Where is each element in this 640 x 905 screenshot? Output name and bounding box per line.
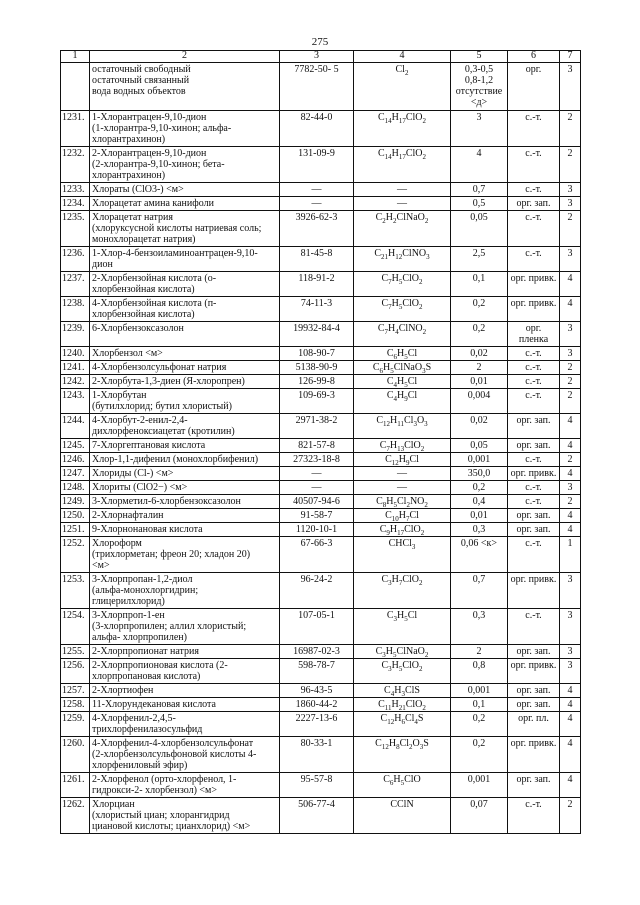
column-header: 7: [560, 51, 581, 63]
row-number: 1241.: [61, 361, 90, 375]
substance-name: Хлорацетат амина канифоли: [90, 197, 280, 211]
cas-number: 16987-02-3: [280, 645, 354, 659]
chemical-formula: $C_3H_5ClNaO_2$: [354, 645, 451, 659]
limit-value: 0,5: [451, 197, 508, 211]
substance-name: 3-Хлорпропан-1,2-диол (альфа-монохлоргидрин; глицерилхлорид): [90, 573, 280, 609]
table-row: [61, 211, 581, 247]
hazard-class: 4: [560, 439, 581, 453]
hazard-class: 4: [560, 712, 581, 737]
row-number: 1254.: [61, 609, 90, 645]
hazard-class: 2: [560, 375, 581, 389]
hazard-class: 3: [560, 659, 581, 684]
row-number: 1257.: [61, 684, 90, 698]
table-row: [61, 645, 581, 659]
limit-value: 0,05: [451, 439, 508, 453]
cas-number: 81-45-8: [280, 247, 354, 272]
chemical-formula: CClN: [354, 798, 451, 834]
row-number: 1256.: [61, 659, 90, 684]
substance-name: 1-Хлор-4-бензоиламиноантрацен-9,10- дион: [90, 247, 280, 272]
substance-name: 1-Хлорбутан (бутилхлорид; бутил хлористый): [90, 389, 280, 414]
chemical-formula: $C_2H_2ClNaO_2$: [354, 211, 451, 247]
hazard-indicator: орг. привк.: [508, 297, 560, 322]
row-number: 1246.: [61, 453, 90, 467]
hazard-class: 3: [560, 197, 581, 211]
table-row: [61, 375, 581, 389]
chemical-formula: $C_8H_5Cl_2NO_2$: [354, 495, 451, 509]
limit-value: 3: [451, 111, 508, 147]
limit-value: 0,001: [451, 773, 508, 798]
chemical-formula: $C_6H_5ClO$: [354, 773, 451, 798]
hazard-indicator: орг. зап.: [508, 414, 560, 439]
hazard-indicator: орг. зап.: [508, 509, 560, 523]
row-number: 1235.: [61, 211, 90, 247]
substance-name: 2-Хлорнафталин: [90, 509, 280, 523]
chemical-formula: $C_6H_5Cl$: [354, 347, 451, 361]
hazard-indicator: орг.: [508, 63, 560, 111]
substance-name: Хлор-1,1-дифенил (монохлорбифенил): [90, 453, 280, 467]
hazard-indicator: с.-т.: [508, 609, 560, 645]
cas-number: 95-57-8: [280, 773, 354, 798]
table-row: [61, 322, 581, 347]
substance-name: 9-Хлорнонановая кислота: [90, 523, 280, 537]
substance-name: 2-Хлорантрацен-9,10-дион (2-хлорантра-9,10-хинон; бета- хлорантрахинон): [90, 147, 280, 183]
row-number: 1243.: [61, 389, 90, 414]
row-number: 1259.: [61, 712, 90, 737]
cas-number: 109-69-3: [280, 389, 354, 414]
hazard-indicator: орг. зап.: [508, 523, 560, 537]
cas-number: 118-91-2: [280, 272, 354, 297]
row-number: 1240.: [61, 347, 90, 361]
substance-name: 2-Хлортиофен: [90, 684, 280, 698]
cas-number: 19932-84-4: [280, 322, 354, 347]
substance-name: 4-Хлорбензойная кислота (п- хлорбензойная кислота): [90, 297, 280, 322]
chemical-formula: $C_3H_7ClO_2$: [354, 573, 451, 609]
row-number: 1261.: [61, 773, 90, 798]
cas-number: 2227-13-6: [280, 712, 354, 737]
chemical-formula: $C_6H_5ClNaO_3S$: [354, 361, 451, 375]
cas-number: 1120-10-1: [280, 523, 354, 537]
row-number: 1255.: [61, 645, 90, 659]
substance-name: 2-Хлорбута-1,3-диен (Я-хлоропрен): [90, 375, 280, 389]
limit-value: 0,05: [451, 211, 508, 247]
hazard-class: 4: [560, 297, 581, 322]
chemical-formula: $C_7H_{13}ClO_2$: [354, 439, 451, 453]
table-row: [61, 453, 581, 467]
cas-number: 2971-38-2: [280, 414, 354, 439]
limit-value: 0,07: [451, 798, 508, 834]
cas-number: —: [280, 481, 354, 495]
hazard-indicator: с.-т.: [508, 537, 560, 573]
chemical-formula: $C_9H_{17}ClO_2$: [354, 523, 451, 537]
cas-number: 67-66-3: [280, 537, 354, 573]
chemical-formula: $C_4H_9Cl$: [354, 389, 451, 414]
table-row: [61, 537, 581, 573]
hazard-indicator: орг. пленка: [508, 322, 560, 347]
hazard-class: 4: [560, 509, 581, 523]
column-header: 5: [451, 51, 508, 63]
table-header-row: [61, 51, 581, 63]
cas-number: 108-90-7: [280, 347, 354, 361]
row-number: 1233.: [61, 183, 90, 197]
limit-value: 0,2: [451, 322, 508, 347]
table-row: [61, 737, 581, 773]
column-header: 6: [508, 51, 560, 63]
substance-name: 2-Хлорбензойная кислота (о- хлорбензойная кислота): [90, 272, 280, 297]
cas-number: 80-33-1: [280, 737, 354, 773]
hazard-indicator: с.-т.: [508, 453, 560, 467]
hazard-indicator: орг. привк.: [508, 272, 560, 297]
hazard-indicator: с.-т.: [508, 111, 560, 147]
row-number: 1231.: [61, 111, 90, 147]
limit-value: 0,001: [451, 684, 508, 698]
substances-table: [60, 50, 581, 834]
hazard-indicator: орг. зап.: [508, 645, 560, 659]
hazard-class: 2: [560, 798, 581, 834]
hazard-indicator: с.-т.: [508, 495, 560, 509]
hazard-class: 4: [560, 467, 581, 481]
hazard-class: 3: [560, 573, 581, 609]
table-row: [61, 684, 581, 698]
hazard-class: 3: [560, 247, 581, 272]
limit-value: 0,3-0,5 0,8-1,2 отсутствие <д>: [451, 63, 508, 111]
chemical-formula: CHCl$_3$: [354, 537, 451, 573]
table-row: [61, 414, 581, 439]
cas-number: 96-24-2: [280, 573, 354, 609]
row-number: 1236.: [61, 247, 90, 272]
hazard-class: 4: [560, 272, 581, 297]
hazard-indicator: с.-т.: [508, 481, 560, 495]
substance-name: 4-Хлорфенил-4-хлорбензолсульфонат (2-хлорбензолсульфоновой кислоты 4- хлорфениловый эфир): [90, 737, 280, 773]
hazard-indicator: с.-т.: [508, 389, 560, 414]
cas-number: 5138-90-9: [280, 361, 354, 375]
cas-number: 1860-44-2: [280, 698, 354, 712]
substance-name: 6-Хлорбензоксазолон: [90, 322, 280, 347]
substance-name: 2-Хлорпропионовая кислота (2- хлорпропановая кислота): [90, 659, 280, 684]
limit-value: 0,06 <к>: [451, 537, 508, 573]
chemical-formula: —: [354, 183, 451, 197]
cas-number: —: [280, 467, 354, 481]
limit-value: 2,5: [451, 247, 508, 272]
cas-number: 74-11-3: [280, 297, 354, 322]
limit-value: 2: [451, 645, 508, 659]
substance-name: Хлорбензол <м>: [90, 347, 280, 361]
hazard-class: 2: [560, 147, 581, 183]
table-row: [61, 798, 581, 834]
table-row: [61, 481, 581, 495]
table-row: [61, 773, 581, 798]
row-number: 1252.: [61, 537, 90, 573]
substance-name: 4-Хлорбензолсульфонат натрия: [90, 361, 280, 375]
hazard-class: 2: [560, 211, 581, 247]
limit-value: 0,1: [451, 698, 508, 712]
limit-value: 0,3: [451, 609, 508, 645]
chemical-formula: $Cl_2$: [354, 63, 451, 111]
substance-name: 11-Хлорундекановая кислота: [90, 698, 280, 712]
hazard-indicator: орг. привк.: [508, 737, 560, 773]
limit-value: 0,1: [451, 272, 508, 297]
limit-value: 0,3: [451, 523, 508, 537]
chemical-formula: $C_7H_5ClO_2$: [354, 297, 451, 322]
hazard-class: 3: [560, 645, 581, 659]
hazard-indicator: орг. зап.: [508, 197, 560, 211]
hazard-class: 3: [560, 183, 581, 197]
chemical-formula: $C_{12}H_{11}Cl_3O_3$: [354, 414, 451, 439]
cas-number: 3926-62-3: [280, 211, 354, 247]
table-row: [61, 147, 581, 183]
table-row: [61, 509, 581, 523]
chemical-formula: $C_{14}H_{17}ClO_2$: [354, 111, 451, 147]
cas-number: 598-78-7: [280, 659, 354, 684]
limit-value: 0,001: [451, 453, 508, 467]
row-number: 1250.: [61, 509, 90, 523]
chemical-formula: $C_{14}H_{17}ClO_2$: [354, 147, 451, 183]
hazard-class: 4: [560, 684, 581, 698]
row-number: 1239.: [61, 322, 90, 347]
chemical-formula: —: [354, 467, 451, 481]
row-number: 1245.: [61, 439, 90, 453]
substance-name: 4-Хлорбут-2-енил-2,4- дихлорфеноксиацетат (кротилин): [90, 414, 280, 439]
limit-value: 0,7: [451, 183, 508, 197]
hazard-indicator: орг. привк.: [508, 659, 560, 684]
chemical-formula: $C_7H_4ClNO_2$: [354, 322, 451, 347]
table-row: [61, 659, 581, 684]
hazard-class: 3: [560, 347, 581, 361]
hazard-class: 4: [560, 523, 581, 537]
chemical-formula: —: [354, 197, 451, 211]
substance-name: Хлорциан (хлористый циан; хлорангидрид циановой кислоты; цианхлорид) <м>: [90, 798, 280, 834]
row-number: 1253.: [61, 573, 90, 609]
limit-value: 0,2: [451, 297, 508, 322]
cas-number: 91-58-7: [280, 509, 354, 523]
row-number: [61, 63, 90, 111]
table-row: [61, 573, 581, 609]
hazard-class: 3: [560, 63, 581, 111]
hazard-indicator: орг. зап.: [508, 684, 560, 698]
hazard-class: 1: [560, 537, 581, 573]
limit-value: 2: [451, 361, 508, 375]
limit-value: 350,0: [451, 467, 508, 481]
table-row: [61, 523, 581, 537]
chemical-formula: $C_7H_5ClO_2$: [354, 272, 451, 297]
hazard-indicator: орг. привк.: [508, 467, 560, 481]
hazard-class: 3: [560, 609, 581, 645]
hazard-class: 4: [560, 414, 581, 439]
substance-name: 2-Хлорпропионат натрия: [90, 645, 280, 659]
cas-number: 7782-50- 5: [280, 63, 354, 111]
chemical-formula: $C_4H_5Cl$: [354, 375, 451, 389]
hazard-class: 3: [560, 481, 581, 495]
chemical-formula: —: [354, 481, 451, 495]
chemical-formula: $C_{21}H_{12}ClNO_3$: [354, 247, 451, 272]
chemical-formula: $C_{12}H_6Cl_4S$: [354, 712, 451, 737]
hazard-indicator: с.-т.: [508, 147, 560, 183]
chemical-formula: $C_{12}H_8Cl_2O_3S$: [354, 737, 451, 773]
hazard-class: 2: [560, 389, 581, 414]
substance-name: Хлорацетат натрия (хлоруксусной кислоты натриевая соль; монохлорацетат натрия): [90, 211, 280, 247]
row-number: 1248.: [61, 481, 90, 495]
hazard-indicator: орг. зап.: [508, 439, 560, 453]
chemical-formula: $C_{12}H_9Cl$: [354, 453, 451, 467]
table-row: [61, 183, 581, 197]
cas-number: 40507-94-6: [280, 495, 354, 509]
substance-name: Хлороформ (трихлорметан; фреон 20; хладон 20) <м>: [90, 537, 280, 573]
substance-name: Хлораты (ClO3-) <м>: [90, 183, 280, 197]
table-row: [61, 495, 581, 509]
chemical-formula: $C_4H_3ClS$: [354, 684, 451, 698]
row-number: 1247.: [61, 467, 90, 481]
limit-value: 0,8: [451, 659, 508, 684]
hazard-indicator: орг. привк.: [508, 573, 560, 609]
limit-value: 0,4: [451, 495, 508, 509]
substance-name: 1-Хлорантрацен-9,10-дион (1-хлорантра-9,10-хинон; альфа- хлорантрахинон): [90, 111, 280, 147]
table-row: [61, 439, 581, 453]
substance-name: 3-Хлорметил-6-хлорбензоксазолон: [90, 495, 280, 509]
table-row: [61, 347, 581, 361]
row-number: 1249.: [61, 495, 90, 509]
table-row: [61, 247, 581, 272]
column-header: 2: [90, 51, 280, 63]
chemical-formula: $C_3H_5Cl$: [354, 609, 451, 645]
hazard-class: 4: [560, 737, 581, 773]
row-number: 1237.: [61, 272, 90, 297]
table-row: [61, 197, 581, 211]
row-number: 1262.: [61, 798, 90, 834]
hazard-class: 2: [560, 495, 581, 509]
hazard-indicator: с.-т.: [508, 798, 560, 834]
cas-number: —: [280, 183, 354, 197]
row-number: 1251.: [61, 523, 90, 537]
hazard-indicator: орг. пл.: [508, 712, 560, 737]
hazard-indicator: с.-т.: [508, 183, 560, 197]
hazard-indicator: орг. зап.: [508, 698, 560, 712]
chemical-formula: $C_{11}H_{21}ClO_2$: [354, 698, 451, 712]
hazard-class: 3: [560, 322, 581, 347]
cas-number: 82-44-0: [280, 111, 354, 147]
cas-number: 27323-18-8: [280, 453, 354, 467]
limit-value: 0,02: [451, 347, 508, 361]
cas-number: 131-09-9: [280, 147, 354, 183]
limit-value: 0,2: [451, 712, 508, 737]
column-header: 4: [354, 51, 451, 63]
cas-number: 96-43-5: [280, 684, 354, 698]
hazard-indicator: с.-т.: [508, 211, 560, 247]
table-row: [61, 297, 581, 322]
column-header: 3: [280, 51, 354, 63]
table-row: [61, 389, 581, 414]
limit-value: 4: [451, 147, 508, 183]
hazard-indicator: орг. зап.: [508, 773, 560, 798]
substance-name: Хлориды (Cl-) <м>: [90, 467, 280, 481]
substance-name: остаточный свободный остаточный связанный вода водных объектов: [90, 63, 280, 111]
cas-number: —: [280, 197, 354, 211]
table-row: [61, 712, 581, 737]
chemical-formula: $C_3H_5ClO_2$: [354, 659, 451, 684]
row-number: 1244.: [61, 414, 90, 439]
row-number: 1242.: [61, 375, 90, 389]
cas-number: 821-57-8: [280, 439, 354, 453]
table-body: [61, 63, 581, 834]
row-number: 1238.: [61, 297, 90, 322]
table-row: [61, 361, 581, 375]
hazard-class: 4: [560, 698, 581, 712]
hazard-indicator: с.-т.: [508, 375, 560, 389]
hazard-indicator: с.-т.: [508, 361, 560, 375]
column-header: 1: [61, 51, 90, 63]
row-number: 1232.: [61, 147, 90, 183]
limit-value: 0,01: [451, 509, 508, 523]
hazard-class: 2: [560, 361, 581, 375]
table-row: [61, 111, 581, 147]
row-number: 1260.: [61, 737, 90, 773]
row-number: 1234.: [61, 197, 90, 211]
limit-value: 0,01: [451, 375, 508, 389]
hazard-indicator: с.-т.: [508, 247, 560, 272]
hazard-class: 2: [560, 453, 581, 467]
table-row: [61, 63, 581, 111]
cas-number: 107-05-1: [280, 609, 354, 645]
cas-number: 506-77-4: [280, 798, 354, 834]
row-number: 1258.: [61, 698, 90, 712]
table-row: [61, 609, 581, 645]
limit-value: 0,2: [451, 737, 508, 773]
limit-value: 0,004: [451, 389, 508, 414]
substance-name: 7-Хлоргептановая кислота: [90, 439, 280, 453]
chemical-formula: $C_{10}H_7Cl$: [354, 509, 451, 523]
limit-value: 0,02: [451, 414, 508, 439]
limit-value: 0,7: [451, 573, 508, 609]
substance-name: 4-Хлорфенил-2,4,5- трихлорфенилазосульфид: [90, 712, 280, 737]
table-row: [61, 698, 581, 712]
substance-name: Хлориты (ClO2−) <м>: [90, 481, 280, 495]
page-number: 275: [311, 36, 329, 48]
substance-name: 2-Хлорфенол (орто-хлорфенол, 1- гидрокси-2- хлорбензол) <м>: [90, 773, 280, 798]
hazard-indicator: с.-т.: [508, 347, 560, 361]
table-row: [61, 467, 581, 481]
substance-name: 3-Хлорпроп-1-ен (3-хлорпропилен; аллил хлористый; альфа- хлорпропилен): [90, 609, 280, 645]
hazard-class: 4: [560, 773, 581, 798]
cas-number: 126-99-8: [280, 375, 354, 389]
hazard-class: 2: [560, 111, 581, 147]
table-row: [61, 272, 581, 297]
limit-value: 0,2: [451, 481, 508, 495]
